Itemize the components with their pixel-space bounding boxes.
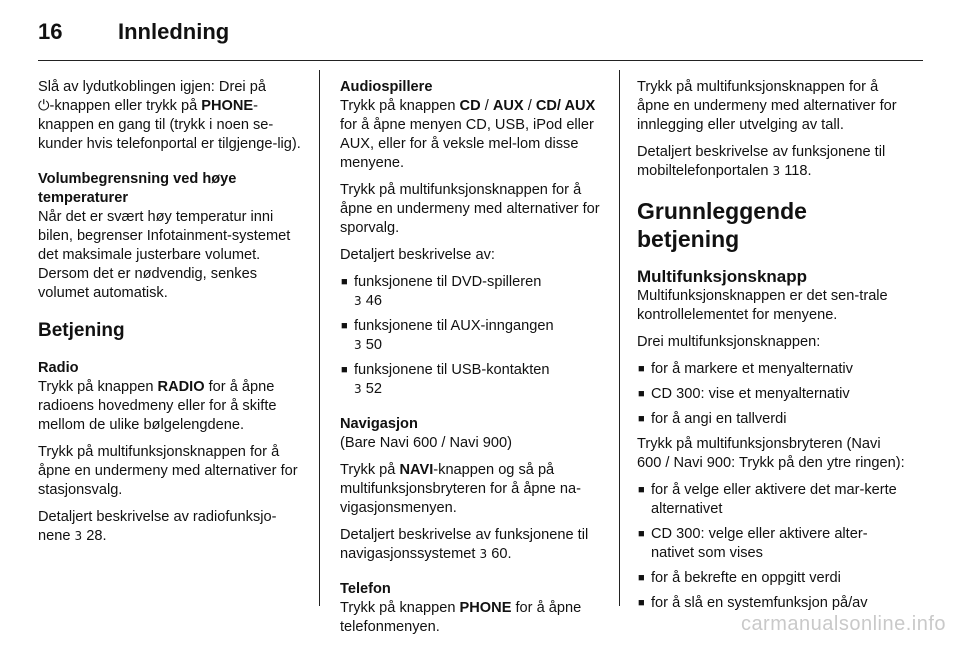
paragraph: Detaljert beskrivelse av radiofunksjo-nene 3 28. [38, 509, 277, 544]
paragraph: Trykk på knappen CD / AUX / CD/ AUX for å åpne menyen CD, USB, iPod eller AUX, eller for å veksle mel-lom disse menyene. [340, 98, 596, 171]
phone-button-label: PHONE [201, 98, 254, 114]
column-1 [38, 78, 306, 554]
list-item: ■ CD 300: velge eller aktivere alter-nativet som vises [637, 525, 905, 563]
page-ref-icon: 3 [354, 382, 362, 396]
phone-button-label: PHONE [459, 600, 512, 616]
list-item: ■ CD 300: vise et menyalternativ [637, 385, 905, 404]
paragraph: Trykk på multifunksjonsknappen for å åpne en undermeny med alternativer for stasjonsvalg. [38, 444, 298, 498]
column-divider [619, 70, 620, 606]
watermark: carmanualsonline.info [740, 613, 946, 635]
paragraph: Trykk på NAVI-knappen og så på multifunksjonsbryteren for å åpne na-vigasjonsmenyen. [340, 462, 581, 516]
list-item: ■ funksjonene til USB-kontakten 3 52 [340, 361, 608, 399]
heading-audio: Audiospillere [340, 79, 433, 95]
heading-telefon: Telefon [340, 581, 391, 597]
page-ref-icon: 3 [74, 529, 83, 543]
list-item: ■ for å bekrefte en oppgitt verdi [637, 569, 905, 588]
page-ref-icon: 3 [479, 547, 488, 561]
heading-volume: Volumbegrensning ved høye temperaturer [38, 171, 237, 206]
list-item: ■ for å velge eller aktivere det mar-kerte alternativet [637, 481, 905, 519]
paragraph: Detaljert beskrivelse av: [340, 247, 495, 263]
paragraph: Slå av lydutkoblingen igjen: Drei på ⏻-knappen eller trykk på PHONE-knappen en gang til (trykk i noen se-kunder hvis telefonportal er tilgjenge-lig). [38, 79, 301, 152]
paragraph: Trykk på multifunksjonsknappen for å åpne en undermeny med alternativer for innlegging eller utvelging av tall. [637, 79, 897, 133]
heading-navigasjon: Navigasjon [340, 416, 418, 432]
paragraph: Trykk på knappen RADIO for å åpne radioens hovedmeny eller for å skifte mellom de ulike bølgelengdene. [38, 379, 277, 433]
page-number: 16 [38, 19, 63, 44]
radio-button-label: RADIO [157, 379, 205, 395]
list-item: ■ for å angi en tallverdi [637, 410, 905, 429]
page-ref-icon: 3 [354, 338, 362, 352]
paragraph: Trykk på multifunksjonsbryteren (Navi 600 / Navi 900: Trykk på den ytre ringen): [637, 436, 905, 471]
paragraph: Detaljert beskrivelse av funksjonene til navigasjonssystemet 3 60. [340, 527, 589, 562]
list-item: ■ for å slå en systemfunksjon på/av [637, 594, 905, 613]
paragraph: Drei multifunksjonsknappen: [637, 334, 821, 350]
paragraph: Trykk på knappen PHONE for å åpne telefonmenyen. [340, 600, 582, 635]
power-icon: ⏻ [38, 98, 50, 114]
page-header [38, 18, 923, 61]
page-title: Innledning [118, 19, 230, 44]
paragraph: Trykk på multifunksjonsknappen for å åpne en undermeny med alternativer for sporvalg. [340, 182, 600, 236]
paragraph: Multifunksjonsknappen er det sen-trale kontrollelementet for menyene. [637, 288, 888, 323]
column-3 [637, 78, 905, 619]
column-2 [340, 78, 608, 645]
column-divider [319, 70, 320, 606]
paragraph: Detaljert beskrivelse av funksjonene til mobiltelefonportalen 3 118. [637, 144, 886, 179]
page-ref-icon: 3 [354, 294, 362, 308]
page-ref-icon: 3 [772, 164, 781, 178]
paragraph: (Bare Navi 600 / Navi 900) [340, 435, 512, 451]
heading-betjening: Betjening [38, 320, 125, 341]
paragraph: Når det er svært høy temperatur inni bilen, begrenser Infotainment-systemet det maksimale justerbare volumet. Dersom det er nødvendig, senkes volumet automatisk. [38, 209, 291, 301]
list-item: ■ funksjonene til AUX-inngangen 3 50 [340, 317, 608, 355]
list-item: ■ for å markere et menyalternativ [637, 360, 905, 379]
navi-button-label: NAVI [399, 462, 434, 478]
heading-radio: Radio [38, 360, 79, 376]
heading-multifunksjonsknapp: Multifunksjonsknapp [637, 267, 807, 286]
list-item: ■ funksjonene til DVD-spilleren 3 46 [340, 273, 608, 311]
heading-grunnleggende: Grunnleggende betjening [637, 198, 807, 252]
